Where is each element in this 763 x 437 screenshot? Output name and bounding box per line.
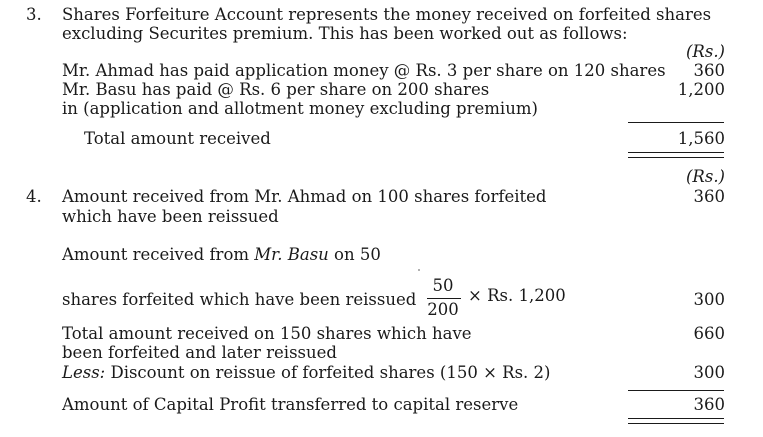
fraction-denominator: 200 (427, 300, 459, 319)
item3-intro-line1: Shares Forfeiture Account represents the money received on forfeited shares (62, 5, 712, 24)
total-label: Total amount received (84, 129, 271, 148)
capital-profit-label: Amount of Capital Profit transferred to capital reserve (62, 395, 519, 414)
currency-header: (Rs.) (685, 42, 725, 61)
subtotal-rule (628, 122, 724, 123)
fraction-bar (427, 298, 461, 299)
ahmad-amount: 360 (693, 61, 725, 80)
fraction-numerator: 50 (432, 276, 454, 295)
ahmad-line: Mr. Ahmad has paid application money @ Rs. 3 per share on 120 shares (62, 61, 666, 80)
currency-header: (Rs.) (685, 167, 725, 186)
double-rule-top (628, 152, 724, 153)
less-label: Less: (62, 363, 106, 382)
total-amount: 1,560 (677, 129, 725, 148)
subtotal-rule (628, 390, 724, 391)
basu-suffix: on 50 (328, 245, 381, 264)
item4-ahmad-line2: which have been reissued (62, 207, 279, 226)
fraction-multiplier: × Rs. 1,200 (468, 286, 566, 305)
basu-name: Mr. Basu (254, 245, 329, 264)
item4-basu-amount: 300 (693, 290, 725, 309)
less-text: Discount on reissue of forfeited shares (150 × Rs. 2) (105, 363, 551, 382)
double-rule-bottom (628, 157, 724, 158)
item4-total-amount: 660 (693, 324, 725, 343)
item-number: 3. (26, 5, 42, 24)
item4-ahmad-line1: Amount received from Mr. Ahmad on 100 shares forfeited (62, 187, 547, 206)
less-amount: 300 (693, 363, 725, 382)
item4-total-line1: Total amount received on 150 shares which have (62, 324, 472, 343)
capital-profit-amount: 360 (693, 395, 725, 414)
basu-line2: in (application and allotment money excluding premium) (62, 99, 538, 118)
item-number: 4. (26, 187, 42, 206)
double-rule-top (628, 418, 724, 419)
item4-total-line2: been forfeited and later reissued (62, 343, 337, 362)
basu-shares-line: shares forfeited which have been reissued (62, 290, 417, 309)
item3-intro-line2: excluding Securites premium. This has been worked out as follows: (62, 24, 628, 43)
basu-line1: Mr. Basu has paid @ Rs. 6 per share on 200 shares (62, 80, 490, 99)
basu-prefix: Amount received from (62, 245, 255, 264)
item4-basu-line (62, 245, 381, 264)
basu-amount: 1,200 (677, 80, 725, 99)
stray-dot (418, 269, 420, 271)
item4-ahmad-amount: 360 (693, 187, 725, 206)
double-rule-bottom (628, 423, 724, 424)
less-line (62, 363, 550, 382)
